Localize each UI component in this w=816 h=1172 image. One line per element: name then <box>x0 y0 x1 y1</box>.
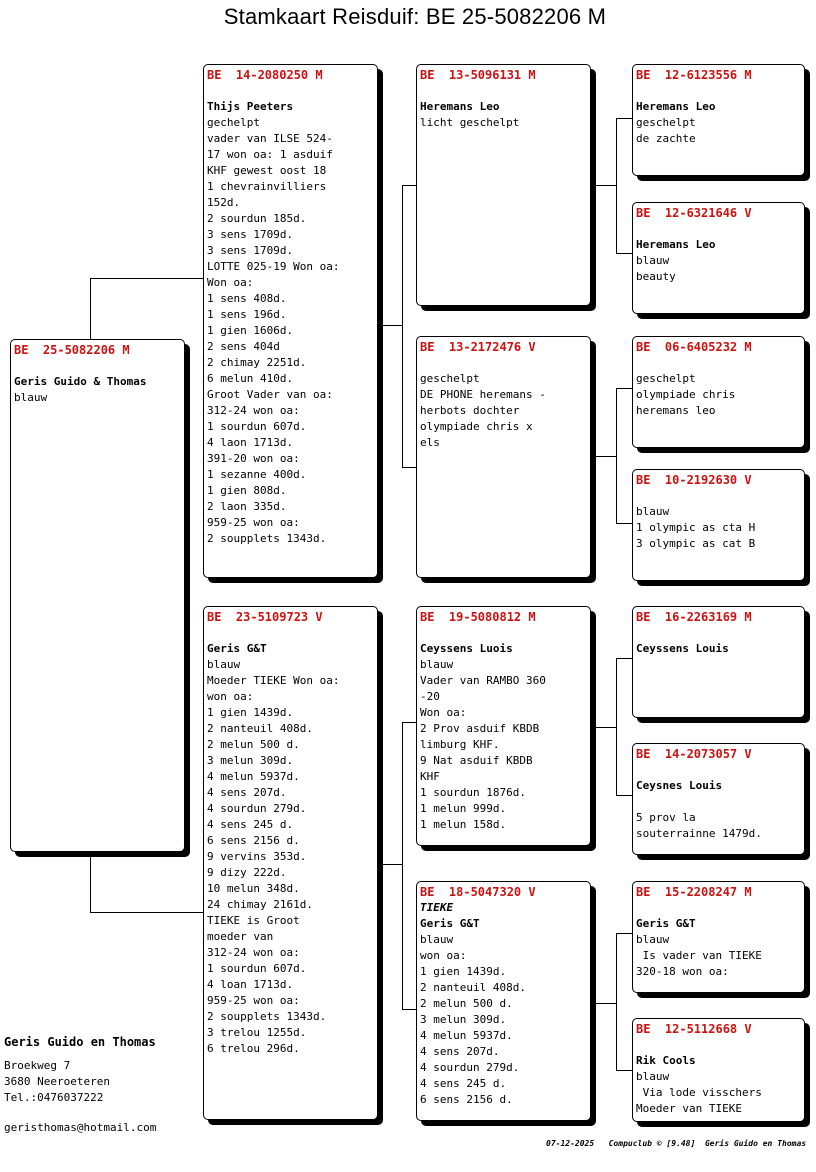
card-line: 9 Nat asduif KBDB <box>420 754 533 767</box>
pigeon-card-fm[interactable] <box>416 336 591 578</box>
card-line: 1 sourdun 607d. <box>207 420 307 433</box>
pigeon-card-father[interactable] <box>203 64 378 578</box>
card-line: 2 melun 500 d. <box>420 997 513 1010</box>
card-line: 2 laon 335d. <box>207 500 287 513</box>
card-line: 1 gien 1439d. <box>420 965 507 978</box>
connector-line <box>402 185 403 467</box>
card-line: Won oa: <box>207 276 254 289</box>
card-line: olympiade chris <box>636 388 736 401</box>
card-lines <box>14 390 181 406</box>
card-line: 2 nanteuil 408d. <box>420 981 526 994</box>
card-line: Won oa: <box>420 706 467 719</box>
card-line: 959-25 won oa: <box>207 994 300 1007</box>
owner-block <box>4 1034 156 1136</box>
breeder-name: Rik Cools <box>636 1054 696 1067</box>
pigeon-card-fff[interactable] <box>632 64 805 176</box>
connector-line <box>90 852 91 912</box>
ring-number: BE 12-6123556 M <box>636 68 752 82</box>
connector-line <box>594 1003 616 1004</box>
card-line: 4 sourdun 279d. <box>420 1061 520 1074</box>
card-line: geschelpt <box>636 116 696 129</box>
ring-number: BE 16-2263169 M <box>636 610 752 624</box>
card-line: 1 melun 999d. <box>420 802 507 815</box>
connector-line <box>616 658 617 795</box>
connector-line <box>594 727 616 728</box>
card-line: TIEKE is Groot <box>207 914 300 927</box>
card-line: Moeder TIEKE Won oa: <box>207 674 340 687</box>
card-line: 6 trelou 296d. <box>207 1042 300 1055</box>
card-lines <box>420 932 587 1108</box>
card-lines <box>636 115 801 147</box>
pigeon-card-mmm[interactable] <box>632 1018 805 1122</box>
card-line: 9 dizy 222d. <box>207 866 287 879</box>
owner-phone: Tel.:0476037222 <box>4 1091 104 1104</box>
connector-line <box>594 185 616 186</box>
pigeon-card-mmf[interactable] <box>632 881 805 993</box>
ring-number: BE 14-2073057 V <box>636 747 752 761</box>
ring-number: BE 12-6321646 V <box>636 206 752 220</box>
ring-number: BE 12-5112668 V <box>636 1022 752 1036</box>
pigeon-card-ffm[interactable] <box>632 202 805 314</box>
card-line: geschelpt <box>636 372 696 385</box>
connector-line <box>616 388 617 523</box>
card-lines <box>636 1069 801 1117</box>
card-line: heremans leo <box>636 404 716 417</box>
card-line: 3 melun 309d. <box>207 754 294 767</box>
card-line: KHF gewest oost 18 <box>207 164 327 177</box>
ring-number: BE 06-6405232 M <box>636 340 752 354</box>
card-lines <box>207 115 374 547</box>
breeder-name: Heremans Leo <box>636 238 716 251</box>
breeder-name: Geris G&T <box>636 917 696 930</box>
card-line: blauw <box>636 254 670 267</box>
owner-email[interactable]: geristhomas@hotmail.com <box>4 1121 157 1134</box>
card-line: 2 soupplets 1343d. <box>207 1010 327 1023</box>
card-line: 312-24 won oa: <box>207 404 300 417</box>
breeder-name: Geris Guido & Thomas <box>14 375 147 388</box>
pigeon-nickname: TIEKE <box>420 901 454 914</box>
card-line <box>636 794 801 810</box>
card-line: 3 olympic as cat B <box>636 537 756 550</box>
card-lines <box>420 371 587 451</box>
pigeon-card-mf[interactable] <box>416 606 591 846</box>
breeder-name: Heremans Leo <box>420 100 500 113</box>
card-line: 3 sens 1709d. <box>207 244 294 257</box>
card-line: gechelpt <box>207 116 260 129</box>
card-line: de zachte <box>636 132 696 145</box>
card-line: blauw <box>420 933 454 946</box>
owner-name: Geris Guido en Thomas <box>4 1035 156 1049</box>
card-lines <box>636 794 801 842</box>
pigeon-card-mfm[interactable] <box>632 743 805 855</box>
breeder-name: Geris G&T <box>207 642 267 655</box>
card-line: vader van ILSE 524- <box>207 132 333 145</box>
card-line: 4 sourdun 279d. <box>207 802 307 815</box>
card-line: LOTTE 025-19 Won oa: <box>207 260 340 273</box>
card-line: 312-24 won oa: <box>207 946 300 959</box>
ring-number: BE 14-2080250 M <box>207 68 323 82</box>
ring-number: BE 15-2208247 M <box>636 885 752 899</box>
card-line: 152d. <box>207 196 241 209</box>
card-line: 1 gien 1606d. <box>207 324 294 337</box>
card-line: 2 soupplets 1343d. <box>207 532 327 545</box>
card-line: 6 sens 2156 d. <box>420 1093 513 1106</box>
card-line: 2 nanteuil 408d. <box>207 722 313 735</box>
card-lines <box>636 371 801 419</box>
card-line: 3 sens 1709d. <box>207 228 294 241</box>
card-line: 4 melun 5937d. <box>420 1029 513 1042</box>
card-line: 1 sezanne 400d. <box>207 468 307 481</box>
card-line: blauw <box>636 505 670 518</box>
owner-city: 3680 Neeroeteren <box>4 1075 110 1088</box>
card-line: blauw <box>636 1070 670 1083</box>
card-lines <box>636 932 801 980</box>
pigeon-card-mm[interactable] <box>416 881 591 1121</box>
card-line: 3 trelou 1255d. <box>207 1026 307 1039</box>
card-line: Vader van RAMBO 360 <box>420 674 546 687</box>
pigeon-card-fmf[interactable] <box>632 336 805 448</box>
card-line: Moeder van TIEKE <box>636 1102 742 1115</box>
card-line: Groot Vader van oa: <box>207 388 333 401</box>
pigeon-card-fmm[interactable] <box>632 469 805 581</box>
card-line: els <box>420 436 440 449</box>
card-line: Via lode visschers <box>636 1086 762 1099</box>
card-lines <box>420 115 587 131</box>
connector-line <box>90 278 91 340</box>
connector-line <box>90 912 205 913</box>
card-line: 4 laon 1713d. <box>207 436 294 449</box>
owner-street: Broekweg 7 <box>4 1059 71 1072</box>
card-line: Is vader van TIEKE <box>636 949 762 962</box>
card-line: 3 melun 309d. <box>420 1013 507 1026</box>
connector-line <box>594 456 616 457</box>
card-line: 320-18 won oa: <box>636 965 729 978</box>
card-line: 1 sourdun 607d. <box>207 962 307 975</box>
card-line: 4 melun 5937d. <box>207 770 300 783</box>
card-line: moeder van <box>207 930 274 943</box>
card-line: 9 vervins 353d. <box>207 850 307 863</box>
card-line: blauw <box>207 658 241 671</box>
connector-line <box>616 933 617 1070</box>
breeder-name: Ceysnes Louis <box>636 779 723 792</box>
ring-number: BE 13-2172476 V <box>420 340 536 354</box>
card-line: blauw <box>420 658 454 671</box>
pigeon-card-ff[interactable] <box>416 64 591 306</box>
card-line: 2 chimay 2251d. <box>207 356 307 369</box>
ring-number: BE 19-5080812 M <box>420 610 536 624</box>
card-line: 4 loan 1713d. <box>207 978 294 991</box>
card-line: 2 melun 500 d. <box>207 738 300 751</box>
card-line: 4 sens 245 d. <box>420 1077 507 1090</box>
breeder-name: Thijs Peeters <box>207 100 294 113</box>
card-line: 10 melun 348d. <box>207 882 300 895</box>
card-line: herbots dochter <box>420 404 520 417</box>
card-lines <box>420 657 587 833</box>
card-line: 2 sourdun 185d. <box>207 212 307 225</box>
card-line: 5 prov la <box>636 811 696 824</box>
card-line: 2 sens 404d <box>207 340 280 353</box>
card-lines <box>207 657 374 1057</box>
card-line: 6 melun 410d. <box>207 372 294 385</box>
card-line: geschelpt <box>420 372 480 385</box>
card-line: 24 chimay 2161d. <box>207 898 313 911</box>
page-title: Stamkaart Reisduif: BE 25-5082206 M <box>223 4 607 29</box>
card-line: 1 sourdun 1876d. <box>420 786 526 799</box>
breeder-name: Ceyssens Louis <box>636 642 729 655</box>
card-lines <box>636 504 801 552</box>
card-line: 959-25 won oa: <box>207 516 300 529</box>
card-line: licht geschelpt <box>420 116 520 129</box>
pigeon-card-subject[interactable] <box>10 339 185 852</box>
card-line: 17 won oa: 1 asduif <box>207 148 333 161</box>
breeder-name: Geris G&T <box>420 917 480 930</box>
ring-number: BE 18-5047320 V <box>420 885 536 899</box>
card-line: KHF <box>420 770 440 783</box>
card-line: 1 chevrainvilliers <box>207 180 327 193</box>
ring-number: BE 13-5096131 M <box>420 68 536 82</box>
card-line: 391-20 won oa: <box>207 452 300 465</box>
card-line: DE PHONE heremans - <box>420 388 546 401</box>
connector-line <box>402 722 403 1009</box>
ring-number: BE 25-5082206 M <box>14 343 130 357</box>
card-line: won oa: <box>420 949 467 962</box>
card-line: 2 Prov asduif KBDB <box>420 722 540 735</box>
connector-line <box>616 118 617 253</box>
pigeon-card-mff[interactable] <box>632 606 805 718</box>
card-line: 1 sens 196d. <box>207 308 287 321</box>
card-line: -20 <box>420 690 440 703</box>
card-line: 1 sens 408d. <box>207 292 287 305</box>
card-line: limburg KHF. <box>420 738 500 751</box>
ring-number: BE 23-5109723 V <box>207 610 323 624</box>
connector-line <box>90 278 205 279</box>
breeder-name: Heremans Leo <box>636 100 716 113</box>
card-line: olympiade chris x <box>420 420 533 433</box>
breeder-name: Ceyssens Luois <box>420 642 513 655</box>
card-line: 1 melun 158d. <box>420 818 507 831</box>
card-line: blauw <box>636 933 670 946</box>
card-line: blauw <box>14 391 48 404</box>
card-line: 6 sens 2156 d. <box>207 834 300 847</box>
pigeon-card-mother[interactable] <box>203 606 378 1120</box>
card-line: 1 gien 808d. <box>207 484 287 497</box>
card-lines <box>636 253 801 285</box>
connector-line <box>380 864 402 865</box>
connector-line <box>380 325 402 326</box>
card-line: won oa: <box>207 690 254 703</box>
footer-credit: 07-12-2025 Compuclub © [9.48] Geris Guido en Thomas <box>546 1139 807 1148</box>
card-line: 4 sens 207d. <box>420 1045 500 1058</box>
card-line: beauty <box>636 270 676 283</box>
card-line: 1 olympic as cta H <box>636 521 756 534</box>
card-line: 1 gien 1439d. <box>207 706 294 719</box>
card-line: 4 sens 207d. <box>207 786 287 799</box>
card-line: 4 sens 245 d. <box>207 818 294 831</box>
ring-number: BE 10-2192630 V <box>636 473 752 487</box>
card-line: souterrainne 1479d. <box>636 827 762 840</box>
